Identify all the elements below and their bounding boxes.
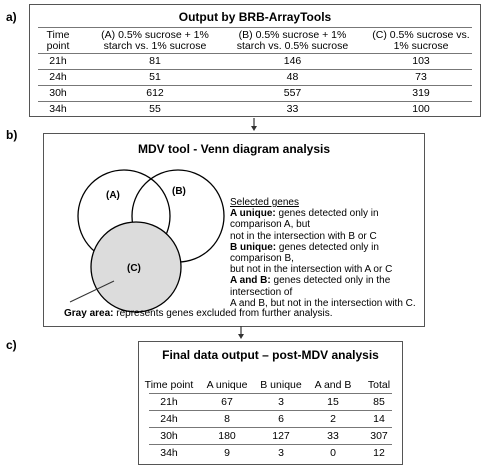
a-and-b-desc: A and B: genes detected only in the intersection of	[230, 275, 391, 298]
venn-box	[43, 133, 425, 327]
down-arrow-icon	[249, 118, 259, 132]
table-a-cell: 34h	[49, 103, 67, 115]
final-output-title: Final data output – post-MDV analysis	[162, 348, 379, 362]
venn-label-c: (C)	[127, 263, 141, 274]
gray-area-note: Gray area: represents genes excluded from further analysis.	[64, 308, 333, 319]
table-c-header-b-unique: B unique	[260, 379, 302, 391]
table-c-cell: 30h	[160, 430, 178, 442]
table-c-cell: 3	[278, 447, 284, 459]
table-c-cell: 8	[224, 413, 230, 425]
final-output-box	[138, 341, 403, 465]
table-c-cell: 3	[278, 396, 284, 408]
table-a-cell: 51	[149, 71, 161, 83]
table-a-cell: 612	[146, 87, 164, 99]
b-unique-desc: B unique: genes detected only in comparison B,	[230, 241, 379, 265]
venn-label-a: (A)	[106, 190, 120, 201]
table-a-header-b: (B) 0.5% sucrose + 1% starch vs. 0.5% sucrose	[236, 29, 349, 52]
table-a-cell: 33	[286, 103, 299, 115]
table-c-header-rule	[149, 393, 392, 394]
table-c-cell: 34h	[160, 447, 178, 459]
table-a-cell: 30h	[49, 87, 67, 99]
brb-output-title: Output by BRB-ArrayTools	[178, 10, 332, 24]
table-a-row-rule	[38, 101, 472, 102]
table-c-cell: 180	[218, 430, 236, 442]
table-a-cell: 557	[283, 87, 302, 99]
table-a-cell: 73	[415, 71, 427, 83]
table-c-cell: 85	[373, 396, 385, 408]
table-a-cell: 24h	[49, 71, 67, 83]
a-unique-desc: A unique: genes detected only in comparison A, but	[230, 208, 379, 231]
table-a-cell: 48	[286, 71, 299, 83]
table-c-cell: 12	[373, 447, 385, 459]
table-a-cell: 103	[412, 55, 430, 67]
table-c-cell: 24h	[160, 413, 178, 425]
table-a-cell: 81	[149, 55, 161, 67]
venn-label-b: (B)	[172, 186, 186, 197]
table-c-cell: 15	[327, 396, 339, 408]
table-c-row-rule	[149, 444, 392, 445]
table-a-top-rule	[38, 27, 472, 28]
table-a-cell: 55	[149, 103, 161, 115]
panel-label-b: b)	[6, 128, 18, 142]
table-c-header-a-and-b: A and B	[314, 379, 352, 391]
table-c-cell: 307	[370, 430, 388, 442]
table-c-cell: 14	[373, 413, 385, 425]
b-unique-desc-cont: but not in the intersection with A or C	[230, 264, 393, 276]
table-c-cell: 0	[330, 447, 336, 459]
table-c-row-rule	[149, 427, 392, 428]
table-a-cell: 21h	[49, 55, 67, 67]
table-c-header-time: Time point	[144, 379, 194, 391]
table-c-cell: 2	[330, 413, 336, 425]
a-unique-desc-cont: not in the intersection with B or C	[230, 230, 377, 242]
table-c-header-a-unique: A unique	[206, 379, 248, 391]
table-c-cell: 67	[221, 396, 233, 408]
a-and-b-desc-cont: A and B, but not in the intersection with C.	[230, 297, 416, 309]
table-c-cell: 127	[272, 430, 290, 442]
table-c-header-total: Total	[367, 379, 391, 391]
selected-genes-heading: Selected genes	[230, 197, 299, 208]
selected-genes-legend	[230, 197, 422, 309]
brb-output-box	[29, 4, 481, 117]
table-c-cell: 6	[278, 413, 284, 425]
table-a-cell: 100	[412, 103, 430, 115]
panel-label-c: c)	[6, 338, 17, 352]
table-a-cell: 146	[283, 55, 302, 67]
table-a-row-rule	[38, 85, 472, 86]
table-a-row-rule	[38, 69, 472, 70]
table-c-cell: 9	[224, 447, 230, 459]
down-arrow-icon	[236, 326, 246, 340]
table-c-cell: 33	[327, 430, 339, 442]
venn-title: MDV tool - Venn diagram analysis	[137, 142, 331, 156]
table-a-cell: 319	[412, 87, 430, 99]
table-a-header-a: (A) 0.5% sucrose + 1% starch vs. 1% sucrose	[101, 29, 209, 52]
panel-label-a: a)	[6, 10, 17, 24]
table-a-header-rule	[38, 53, 472, 54]
table-c-row-rule	[149, 410, 392, 411]
table-a-header-time: Time point	[46, 29, 70, 52]
table-c-cell: 21h	[160, 396, 178, 408]
table-a-header-c: (C) 0.5% sucrose vs. 1% sucrose	[372, 29, 470, 52]
